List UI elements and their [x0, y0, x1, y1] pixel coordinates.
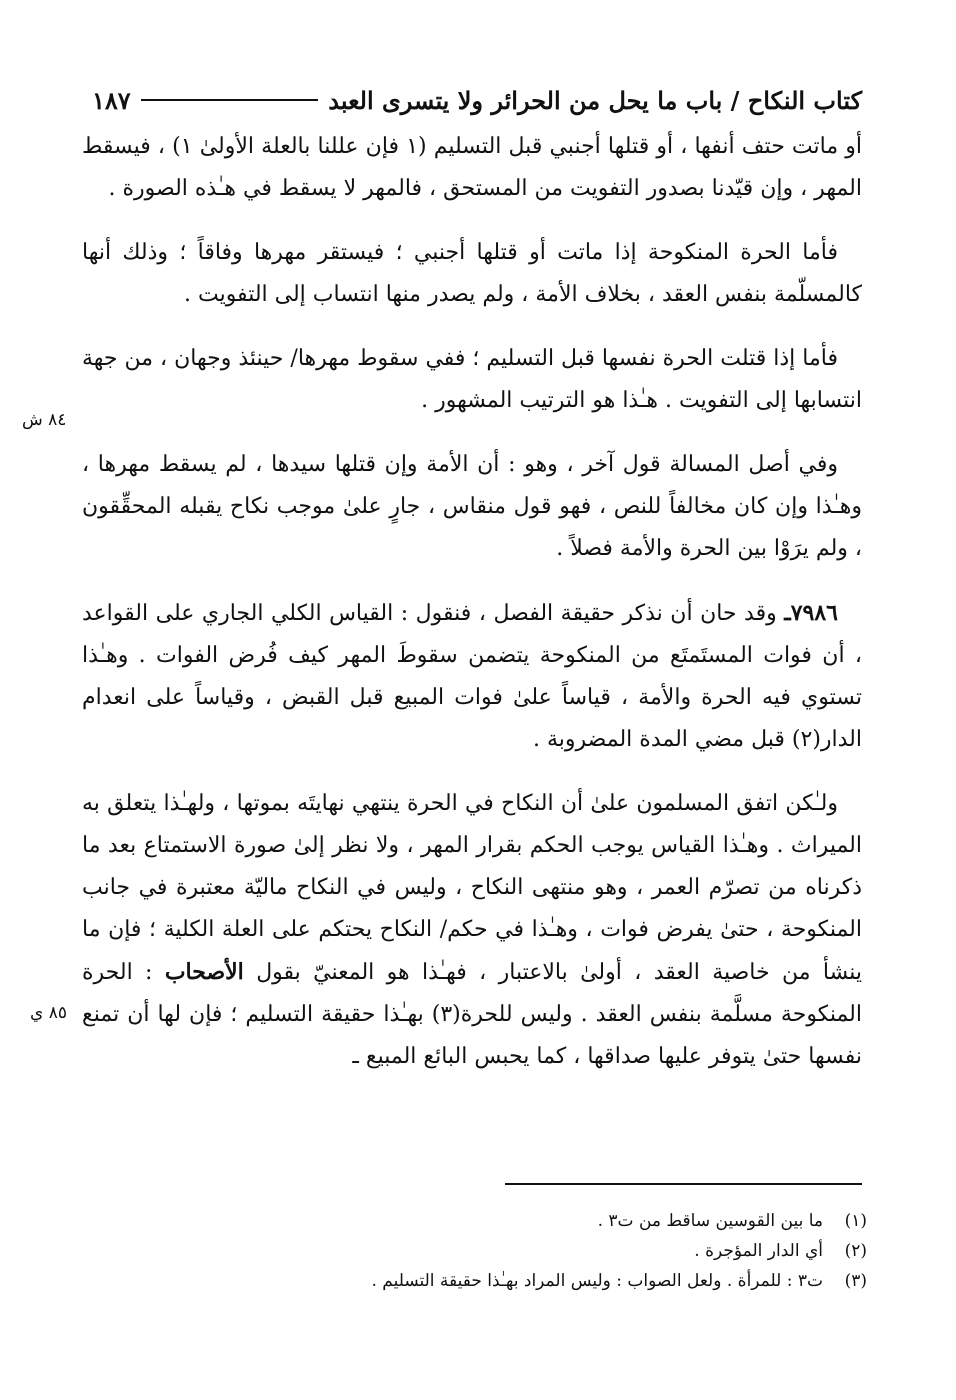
paragraph-1: أو ماتت حتف أنفها ، أو قتلها أجنبي قبل التسليم (١ فإن عللنا بالعلة الأولىٰ ١) ، فيسقط المهر ، وإن قيّدنا بصدور التفويت من المستحق ، فالمهر لا يسقط في هـٰذه الصورة . [82, 134, 863, 201]
paragraph-3: فأما إذا قتلت الحرة نفسها قبل التسليم ؛ ففي سقوط مهرها/ حينئذ وجهان ، من جهة انتسابها إلى التفويت . هـٰذا هو الترتيب المشهور . [81, 346, 862, 413]
paragraph-6: ولـٰكن اتفق المسلمون علىٰ أن النكاح في الحرة ينتهي نهايتَه بموتها ، ولهـٰذا يتعلق به الميراث . وهـٰذا القياس يوجب الحكم بقرار المهر ، ولا نظر إلىٰ صورة الاستمتاع بعد ما ذكرناه من تصرّم العمر ، وهو منتهى النكاح ، وليس في النكاح ماليّة معتبرة في جانب المنكوحة ، حتىٰ يفرض فوات ، وهـٰذا في حكم/ النكاح يحتكم على العلة الكلية ؛ فإن ما ينشأ من خاصية العقد ، أولىٰ بالاعتبار ، فهـٰذا هو المعنيّ بقول الأصحاب : الحرة المنكوحة مسلَّمة بنفس العقد . وليس للحرة(٣) بهـٰذا حقيقة التسليم ؛ فإن لها أن تمنع نفسها حتىٰ يتوفر عليها صداقها ، كما يحبس البائع المبيع ـ [82, 791, 862, 1069]
footnotes [82, 1206, 867, 1296]
paragraph-2: فأما الحرة المنكوحة إذا ماتت أو قتلها أجنبي ؛ فيستقر مهرها وفاقاً ؛ وذلك أنها كالمسلّمة بنفس العقد ، بخلاف الأمة ، ولم يصدر منها انتساب إلى التفويت . [82, 240, 862, 307]
header-rule [141, 99, 319, 101]
margin-note-84: ٨٤ ش [22, 410, 67, 430]
running-header [92, 80, 862, 120]
main-text [82, 126, 862, 1100]
footnote-1: (١) ما بين القوسين ساقط من ت٣ . [597, 1211, 867, 1231]
paragraph-5: ٧٩٨٦ـ وقد حان أن نذكر حقيقة الفصل ، فنقول : القياس الكلي الجاري على القواعد ، أن فوات المستَمتَع من المنكوحة يتضمن سقوطَ المهر كيف فُرض الفوات . وهـٰذا تستوي فيه الحرة والأمة ، قياساً علىٰ فوات المبيع قبل القبض ، وقياساً على انعدام الدار(٢) قبل مضي المدة المضروبة . [82, 600, 862, 752]
paragraph-4: وفي أصل المسالة قول آخر ، وهو : أن الأمة وإن قتلها سيدها ، لم يسقط مهرها ، وهـٰذا وإن كان مخالفاً للنص ، فهو قول منقاس ، جارٍ علىٰ موجب نكاح يقبله المحقِّقون ، ولم يرَوْا بين الحرة والأمة فصلاً . [82, 452, 862, 561]
page-number: ١٨٧ [92, 85, 131, 115]
footnote-rule [505, 1183, 862, 1185]
bold-term: الأصحاب [164, 959, 244, 985]
section-number: ٧٩٨٦ـ [784, 600, 838, 626]
margin-note-85: ٨٥ ي [30, 1003, 67, 1023]
footnote-2: (٢) أي الدار المؤجرة . [694, 1241, 867, 1261]
header-title: كتاب النكاح / باب ما يحل من الحرائر ولا يتسرى العبد [328, 85, 862, 115]
footnote-3: (٣) ت٣ : للمرأة . ولعل الصواب : وليس المراد بهـٰذا حقيقة التسليم . [371, 1271, 867, 1291]
